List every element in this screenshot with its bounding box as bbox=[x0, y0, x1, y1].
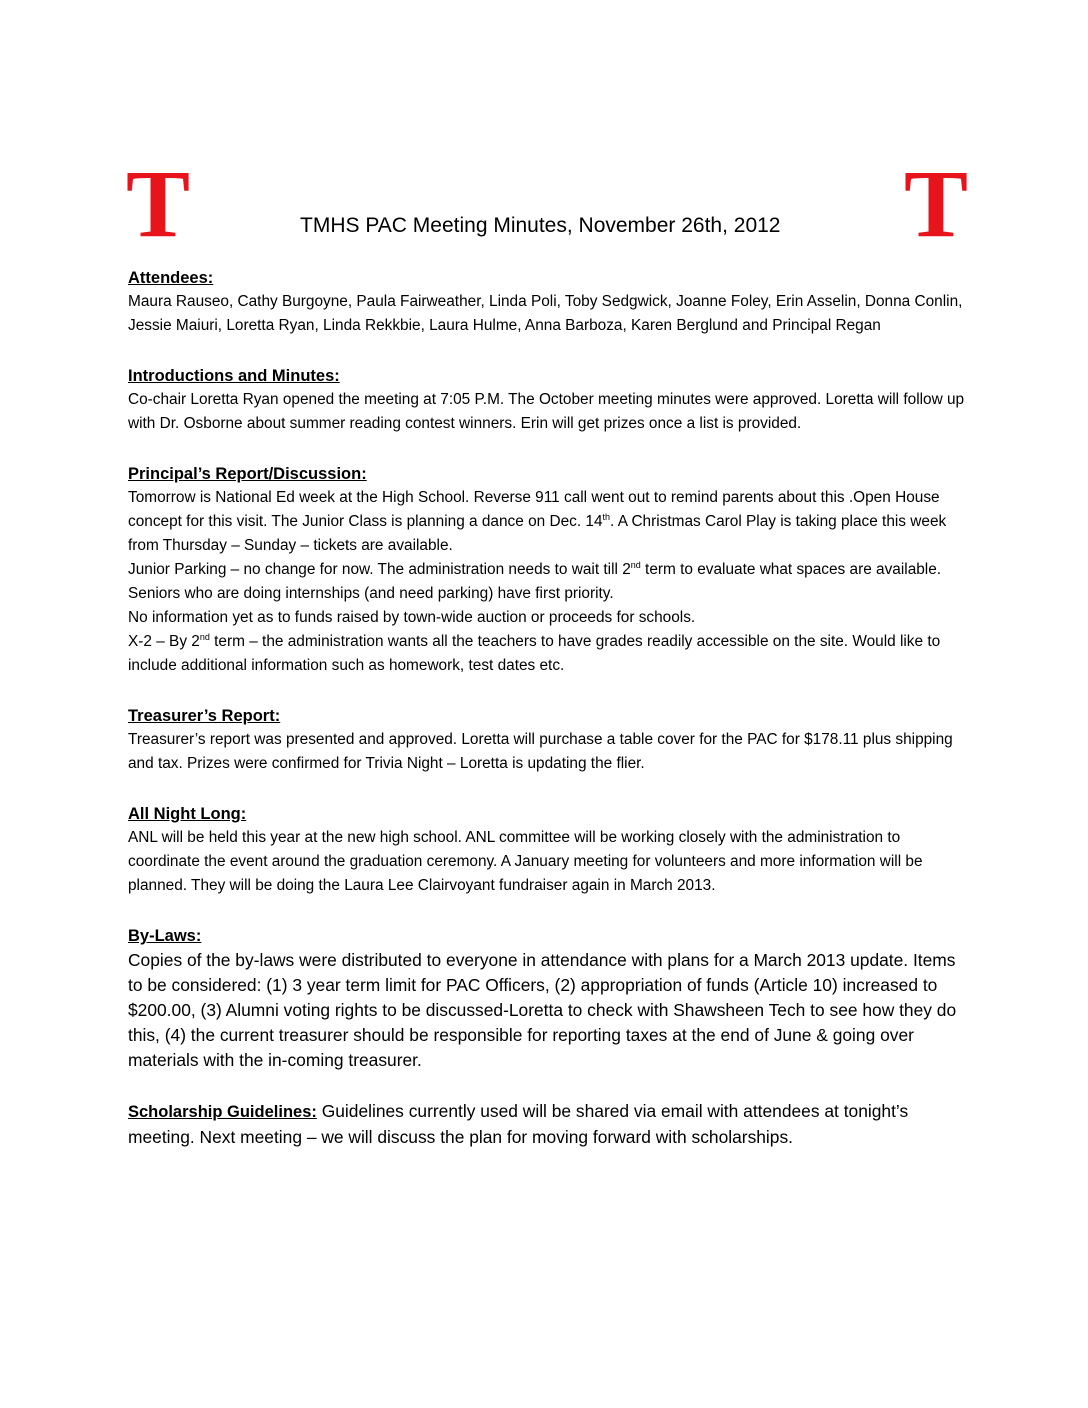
superscript-nd: nd bbox=[199, 632, 210, 642]
minutes-body bbox=[128, 266, 968, 1176]
scholarship-heading: Scholarship Guidelines: bbox=[128, 1103, 317, 1121]
bylaws-heading: By-Laws: bbox=[128, 927, 202, 945]
principal-p4-text: X-2 – By 2 bbox=[128, 633, 200, 650]
anl-heading: All Night Long: bbox=[128, 805, 247, 823]
treasurer-heading: Treasurer’s Report: bbox=[128, 707, 281, 725]
page-title: TMHS PAC Meeting Minutes, November 26th, 2012 bbox=[300, 214, 781, 237]
superscript-th: th bbox=[602, 512, 611, 522]
principal-p2-text: Junior Parking – no change for now. The administration needs to wait till 2 bbox=[128, 561, 631, 578]
treasurer-section bbox=[128, 704, 968, 776]
principal-p1-text: Tomorrow is National Ed week at the High School. Reverse 911 call went out to remind parents about this .Open House concept for this visit. The Junior Class is planning a dance on Dec. 14 bbox=[128, 489, 940, 530]
bylaws-section bbox=[128, 924, 968, 1073]
attendees-section bbox=[128, 266, 968, 338]
introductions-heading: Introductions and Minutes: bbox=[128, 367, 340, 385]
superscript-nd: nd bbox=[630, 560, 641, 570]
logo-t-left: T bbox=[125, 150, 191, 257]
principal-paragraph-3: No information yet as to funds raised by town-wide auction or proceeds for schools. bbox=[128, 609, 696, 626]
scholarship-section bbox=[128, 1099, 968, 1150]
principal-paragraph-2 bbox=[128, 558, 968, 606]
bylaws-text: Copies of the by-laws were distributed to everyone in attendance with plans for a March 2013 update. Items to be considered: (1) 3 year term limit for PAC Officers, (2) appropriation of funds (Article 10) increased to $200.00, (3) Alumni voting rights to be discussed-Loretta to check with Shawsheen Tech to see how they do this, (4) the current treasurer should be responsible for reporting taxes at the end of June & going over materials with the in-coming treasurer. bbox=[128, 950, 957, 1070]
principal-section bbox=[128, 462, 968, 678]
attendees-text: Maura Rauseo, Cathy Burgoyne, Paula Fairweather, Linda Poli, Toby Sedgwick, Joanne Foley, Erin Asselin, Donna Conlin, Jessie Maiuri, Loretta Ryan, Linda Rekkbie, Laura Hulme, Anna Barboza, Karen Berglund and Principal Regan bbox=[128, 293, 963, 334]
introductions-text: Co-chair Loretta Ryan opened the meeting at 7:05 P.M. The October meeting minutes were approved. Loretta will follow up with Dr. Osborne about summer reading contest winners. Erin will get prizes once a list is provided. bbox=[128, 391, 965, 432]
anl-section bbox=[128, 802, 968, 898]
logo-t-right: T bbox=[903, 150, 969, 257]
principal-p2-text-cont: term to evaluate what spaces are available. Seniors who are doing internships (and need parking) have first priority. bbox=[128, 561, 942, 602]
scholarship-text: Guidelines currently used will be shared via email with attendees at tonight’s meeting. Next meeting – we will discuss the plan for moving forward with scholarships. bbox=[128, 1101, 909, 1147]
principal-text bbox=[128, 486, 968, 678]
anl-text: ANL will be held this year at the new high school. ANL committee will be working closely with the administration to coordinate the event around the graduation ceremony. A January meeting for volunteers and more information will be planned. They will be doing the Laura Lee Clairvoyant fundraiser again in March 2013. bbox=[128, 829, 923, 894]
principal-heading: Principal’s Report/Discussion: bbox=[128, 465, 367, 483]
attendees-heading: Attendees: bbox=[128, 269, 214, 287]
principal-paragraph-1 bbox=[128, 486, 968, 558]
principal-p4-text-cont: term – the administration wants all the teachers to have grades readily accessible on the site. Would like to include additional information such as homework, test dates etc. bbox=[128, 633, 941, 674]
treasurer-text: Treasurer’s report was presented and approved. Loretta will purchase a table cover for the PAC for $178.11 plus shipping and tax. Prizes were confirmed for Trivia Night – Loretta is updating the flier. bbox=[128, 731, 953, 772]
introductions-section bbox=[128, 364, 968, 436]
principal-paragraph-4 bbox=[128, 630, 968, 678]
principal-p1-text-cont: . A Christmas Carol Play is taking place this week from Thursday – Sunday – tickets are available. bbox=[128, 513, 947, 554]
